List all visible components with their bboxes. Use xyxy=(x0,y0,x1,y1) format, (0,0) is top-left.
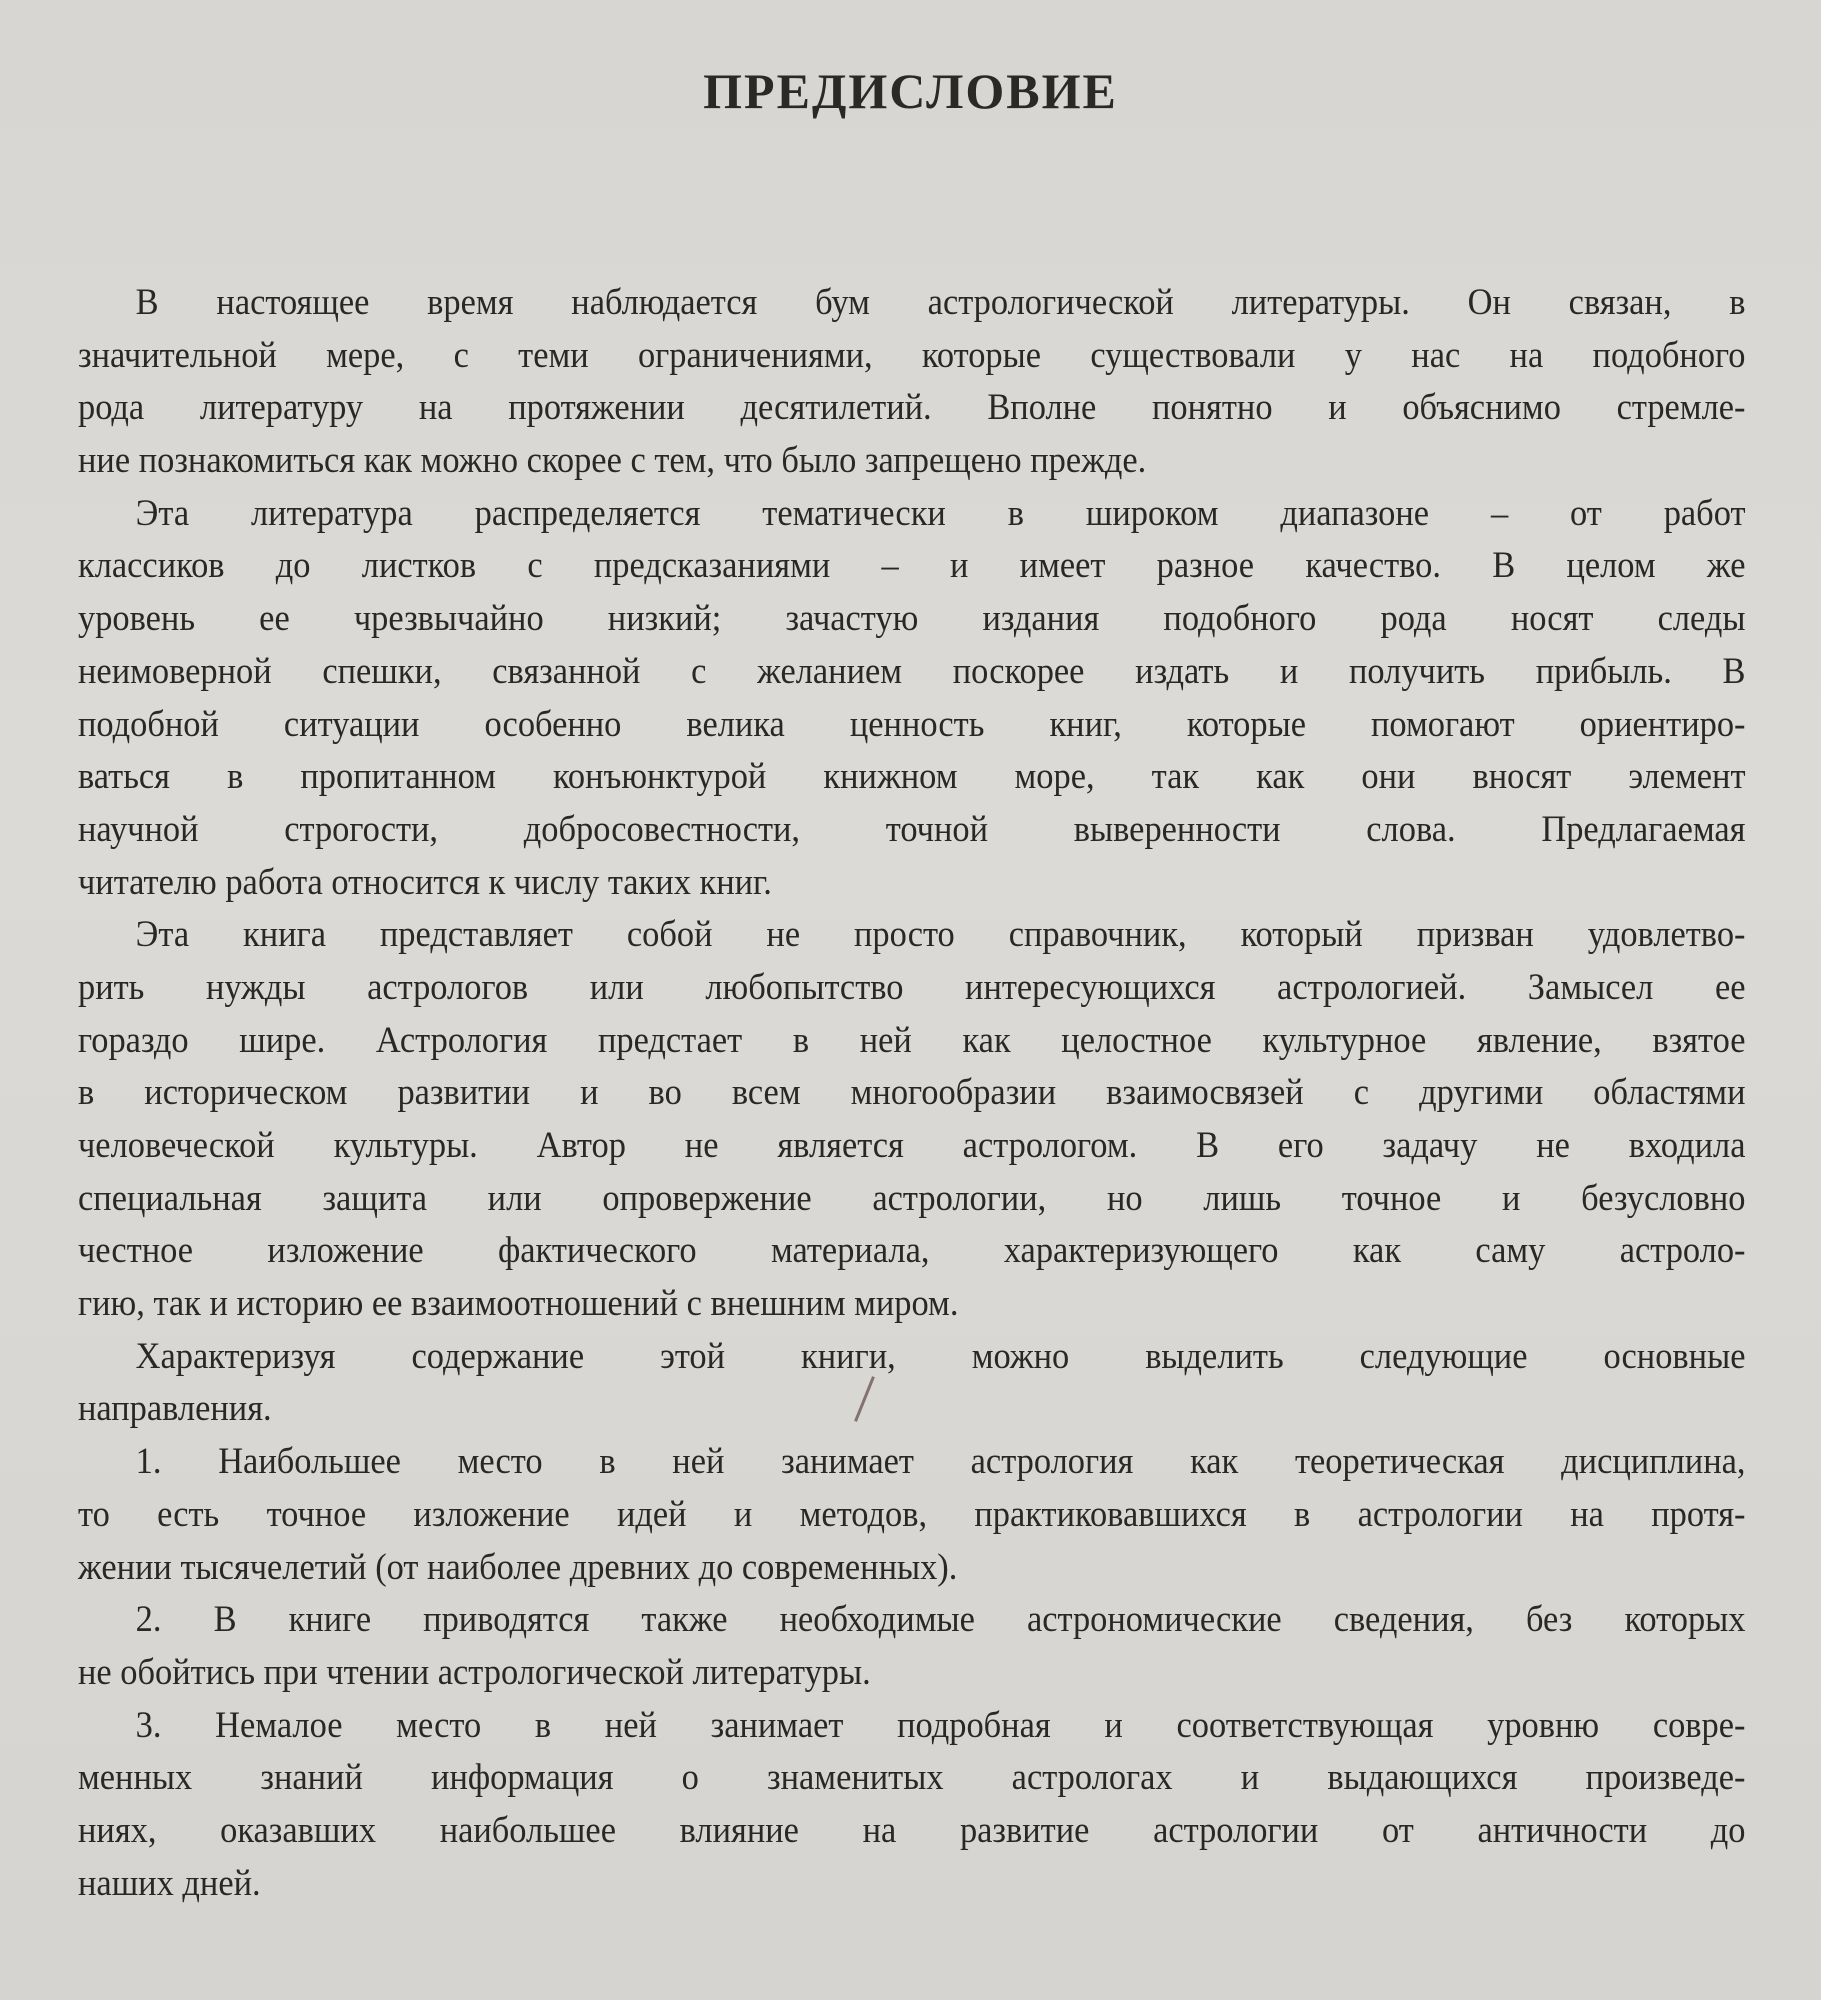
text-line: гораздо шире. Астрология предстает в ней как целостное культурное явление, взятое xyxy=(78,1019,1746,1061)
text-line: не обойтись при чтении астрологической литературы. xyxy=(78,1651,871,1693)
text-line: В настоящее время наблюдается бум астрологической литературы. Он связан, в xyxy=(135,282,1746,323)
text-line: специальная защита или опровержение астрологии, но лишь точное и безусловно xyxy=(78,1177,1746,1219)
text-line: уровень ее чрезвычайно низкий; зачастую издания подобного рода носят следы xyxy=(78,598,1746,640)
text-line: ваться в пропитанном конъюнктурой книжном море, так как они вносят элемент xyxy=(78,756,1746,798)
text-line: ние познакомиться как можно скорее с тем, что было запрещено прежде. xyxy=(78,440,1147,482)
text-line: гию, так и историю ее взаимоотношений с внешним миром. xyxy=(78,1283,959,1325)
page-title: ПРЕДИСЛОВИЕ xyxy=(703,63,1118,119)
text-line: классиков до листков с предсказаниями – и имеет разное качество. В целом же xyxy=(78,545,1746,587)
text-line: Эта книга представляет собой не просто справочник, который призван удовлетво- xyxy=(135,914,1746,956)
text-line: ниях, оказавших наибольшее влияние на развитие астрологии от античности до xyxy=(78,1809,1746,1851)
text-line: рить нужды астрологов или любопытство интересующихся астрологией. Замысел ее xyxy=(78,966,1746,1008)
text-line: научной строгости, добросовестности, точной выверенности слова. Предлагаемая xyxy=(78,808,1746,850)
preface-body xyxy=(78,277,1746,1910)
text-line: в историческом развитии и во всем многообразии взаимосвязей с другими областями xyxy=(78,1072,1746,1114)
text-line: жении тысячелетий (от наиболее древних до современных). xyxy=(78,1546,958,1588)
text-line: честное изложение фактического материала, характеризующего как саму астроло- xyxy=(78,1230,1746,1272)
text-line: наших дней. xyxy=(78,1862,261,1904)
text-line: читателю работа относится к числу таких книг. xyxy=(78,861,772,903)
text-line: неимоверной спешки, связанной с желанием поскорее издать и получить прибыль. В xyxy=(78,650,1746,692)
text-line: значительной мере, с теми ограничениями, которые существовали у нас на подобного xyxy=(78,334,1746,376)
text-line: подобной ситуации особенно велика ценность книг, которые помогают ориентиро- xyxy=(78,703,1746,745)
text-line: Эта литература распределяется тематически в широком диапазоне – от работ xyxy=(135,492,1746,534)
text-line: рода литературу на протяжении десятилетий. Вполне понятно и объяснимо стремле- xyxy=(78,387,1746,429)
text-line: 2. В книге приводятся также необходимые астрономические сведения, без которых xyxy=(135,1599,1746,1641)
text-line: направления. xyxy=(78,1388,272,1430)
text-line: Характеризуя содержание этой книги, можно выделить следующие основные xyxy=(135,1335,1746,1377)
text-line: 1. Наибольшее место в ней занимает астрология как теоретическая дисциплина, xyxy=(135,1441,1746,1483)
text-line: то есть точное изложение идей и методов, практиковавшихся в астрологии на протя- xyxy=(78,1493,1746,1535)
text-line: человеческой культуры. Автор не является астрологом. В его задачу не входила xyxy=(78,1125,1746,1166)
text-line: 3. Немалое место в ней занимает подробная и соответствующая уровню совре- xyxy=(135,1704,1746,1746)
text-line: менных знаний информация о знаменитых астрологах и выдающихся произведе- xyxy=(78,1757,1746,1799)
